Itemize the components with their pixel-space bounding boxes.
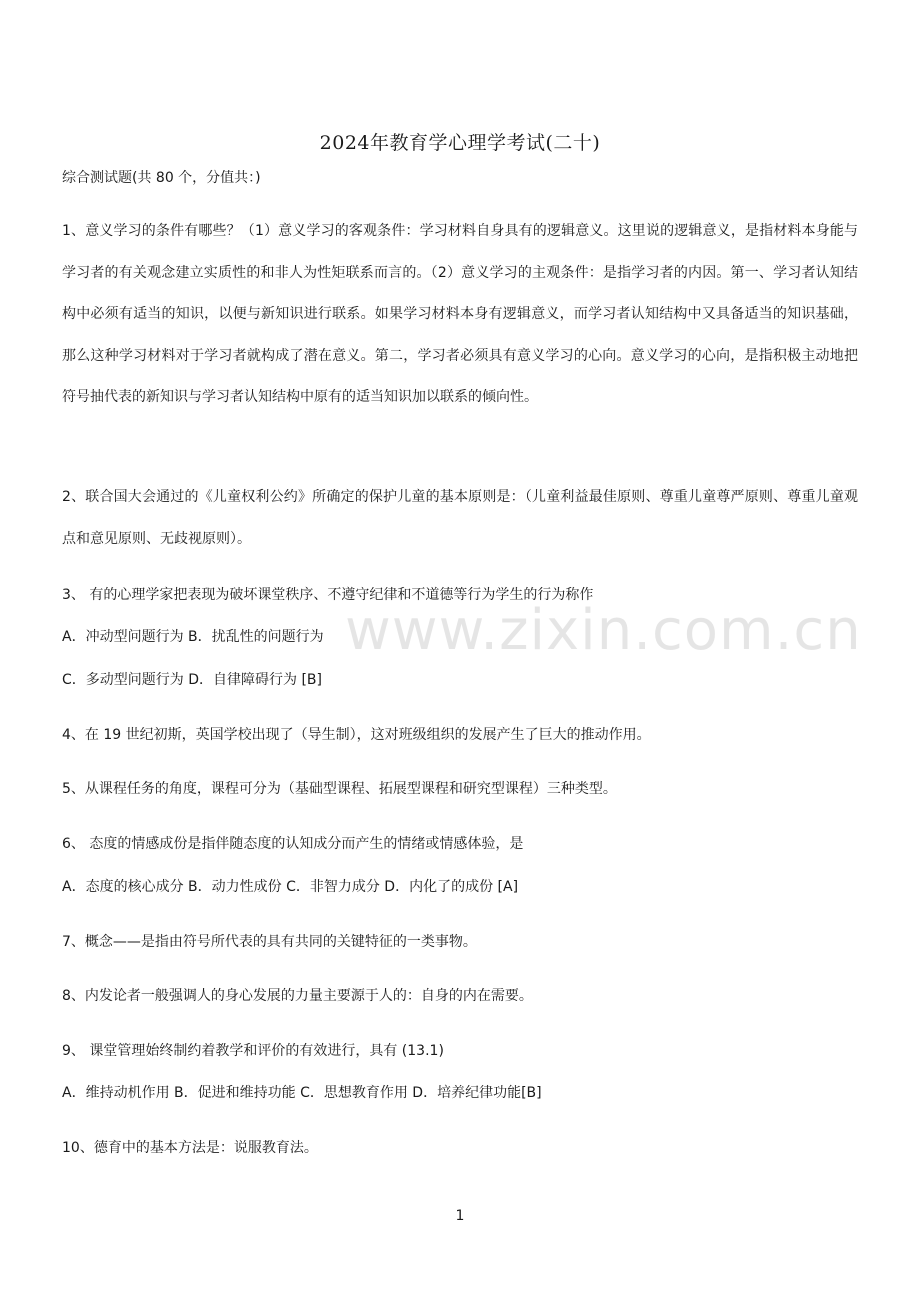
question-item-3: 3、 有的心理学家把表现为破坏课堂秩序、不遵守纪律和不道德等行为学生的行为称作 bbox=[62, 587, 594, 603]
page-number: 1 bbox=[455, 1208, 465, 1224]
question-6-options: A．态度的核心成分 B．动力性成份 C．非智力成分 D．内化了的成份 [A] bbox=[62, 879, 519, 895]
question-item-2: 2、联合国大会通过的《儿童权利公约》所确定的保护儿童的基本原则是：（儿童利益最佳原则、尊重儿童尊严原则、尊重儿童观点和意见原则、无歧视原则）。 bbox=[62, 489, 858, 547]
document-title: 2024年教育学心理学考试(二十) bbox=[319, 132, 601, 154]
question-item-5: 5、从课程任务的角度，课程可分为（基础型课程、拓展型课程和研究型课程）三种类型。 bbox=[62, 781, 617, 797]
question-item-6: 6、 态度的情感成份是指伴随态度的认知成分而产生的情绪或情感体验，是 bbox=[62, 836, 524, 852]
watermark: www.zixin.com.cn bbox=[345, 598, 862, 663]
question-item-8: 8、内发论者一般强调人的身心发展的力量主要源于人的：自身的内在需要。 bbox=[62, 988, 533, 1004]
question-item-7: 7、概念——是指由符号所代表的具有共同的关键特征的一类事物。 bbox=[62, 934, 477, 950]
question-3-options-a-b: A．冲动型问题行为 B．扰乱性的问题行为 bbox=[62, 629, 324, 645]
question-item-9: 9、 课堂管理始终制约着教学和评价的有效进行，具有 (13.1) bbox=[62, 1043, 444, 1059]
question-item-10: 10、德育中的基本方法是：说服教育法。 bbox=[62, 1140, 318, 1156]
document-subtitle: 综合测试题(共 80 个，分值共：) bbox=[62, 170, 261, 186]
question-3-options-c-d: C．多动型问题行为 D．自律障碍行为 [B] bbox=[62, 672, 322, 688]
question-item-4: 4、在 19 世纪初斯，英国学校出现了（导生制），这对班级组织的发展产生了巨大的推动作用。 bbox=[62, 727, 651, 743]
question-9-options: A．维持动机作用 B．促进和维持功能 C．思想教育作用 D．培养纪律功能[B] bbox=[62, 1085, 542, 1101]
question-item-1: 1、意义学习的条件有哪些？（1）意义学习的客观条件：学习材料自身具有的逻辑意义。这里说的逻辑意义，是指材料本身能与学习者的有关观念建立实质性的和非人为性矩联系而言的。（2）意义学习的主观条件：是指学习者的内因。第一、学习者认知结构中必须有适当的知识，以便与新知识进行联系。如果学习材料本身有逻辑意义，而学习者认知结构中又具备适当的知识基础，那么这种学习材料对于学习者就构成了潜在意义。第二，学习者必须具有意义学习的心向。意义学习的心向，是指积极主动地把符号抽代表的新知识与学习者认知结构中原有的适当知识加以联系的倾向性。 bbox=[62, 223, 858, 405]
